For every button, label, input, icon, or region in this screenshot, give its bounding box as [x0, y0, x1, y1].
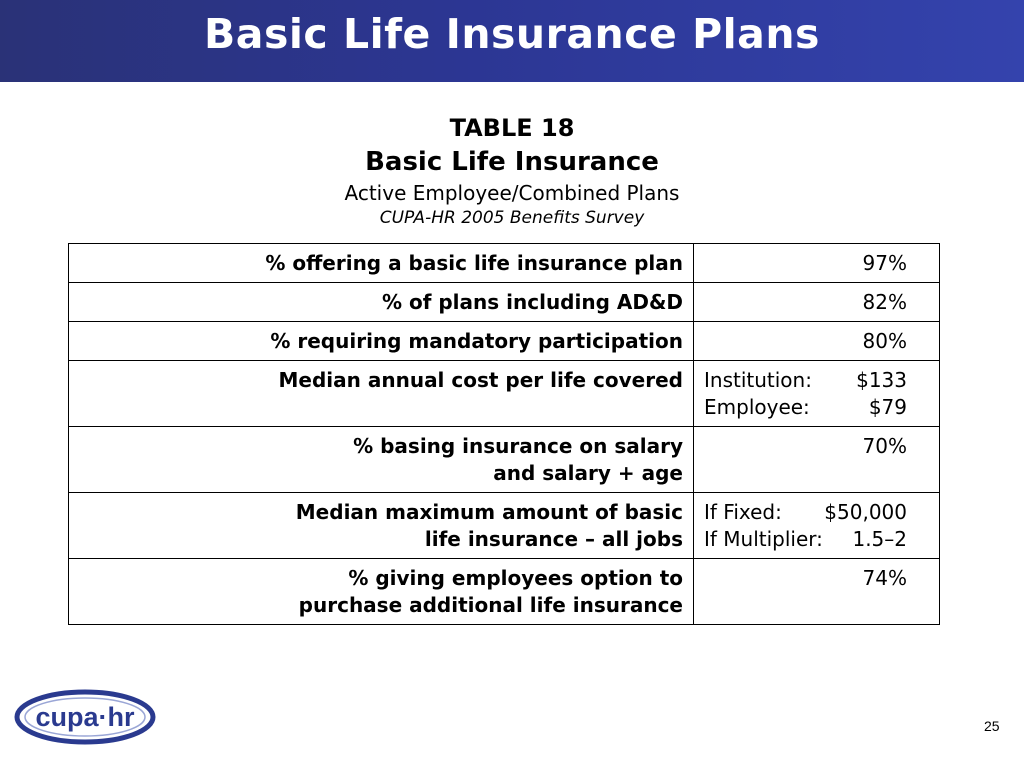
value-key: If Multiplier:: [704, 527, 823, 551]
row-label: [69, 361, 694, 427]
row-label-line: purchase additional life insurance: [298, 593, 683, 617]
table-source: CUPA-HR 2005 Benefits Survey: [379, 208, 645, 228]
value-amount: $79: [868, 395, 907, 419]
value-key: Employee:: [704, 395, 810, 419]
row-value: 74%: [694, 559, 940, 625]
value-pair: [704, 499, 907, 526]
value-amount: 1.5–2: [852, 527, 907, 551]
table-row: [69, 361, 940, 427]
table-row: [69, 283, 940, 322]
value-key: If Fixed:: [704, 500, 782, 524]
row-value: 70%: [694, 427, 940, 493]
row-label: [69, 493, 694, 559]
table-label: TABLE 18: [449, 114, 575, 142]
table-row: [69, 559, 940, 625]
logo-wordmark: cupa·hr: [35, 702, 135, 732]
row-value: [694, 493, 940, 559]
row-label: [69, 244, 694, 283]
row-value: 97%: [694, 244, 940, 283]
row-label-line: Median annual cost per life covered: [278, 368, 683, 392]
row-label-line: % basing insurance on salary: [353, 434, 683, 458]
row-value: 80%: [694, 322, 940, 361]
row-label-line: % offering a basic life insurance plan: [265, 251, 683, 275]
row-label-line: % giving employees option to: [348, 566, 683, 590]
table-row: [69, 427, 940, 493]
value-key: Institution:: [704, 368, 812, 392]
row-label-line: and salary + age: [493, 461, 683, 485]
table-row: [69, 244, 940, 283]
row-label: [69, 559, 694, 625]
page-number: 25: [984, 718, 1000, 734]
cupa-hr-logo: [14, 688, 156, 746]
title-banner: [0, 0, 1024, 82]
table-title: Basic Life Insurance: [365, 147, 659, 177]
value-amount: $50,000: [824, 500, 907, 524]
row-label-line: % requiring mandatory participation: [270, 329, 683, 353]
row-label-line: life insurance – all jobs: [424, 527, 683, 551]
value-amount: $133: [856, 368, 907, 392]
row-label: [69, 322, 694, 361]
table-row: [69, 322, 940, 361]
row-label: [69, 427, 694, 493]
row-label-line: % of plans including AD&D: [381, 290, 683, 314]
value-pair: [704, 394, 907, 421]
value-pair: [704, 367, 907, 394]
row-label-line: Median maximum amount of basic: [295, 500, 683, 524]
row-value: [694, 361, 940, 427]
row-label: [69, 283, 694, 322]
table-subtitle: Active Employee/Combined Plans: [344, 181, 680, 205]
life-insurance-table: [68, 243, 940, 625]
table-row: [69, 493, 940, 559]
value-pair: [704, 526, 907, 553]
row-value: 82%: [694, 283, 940, 322]
slide-title: Basic Life Insurance Plans: [204, 10, 820, 58]
